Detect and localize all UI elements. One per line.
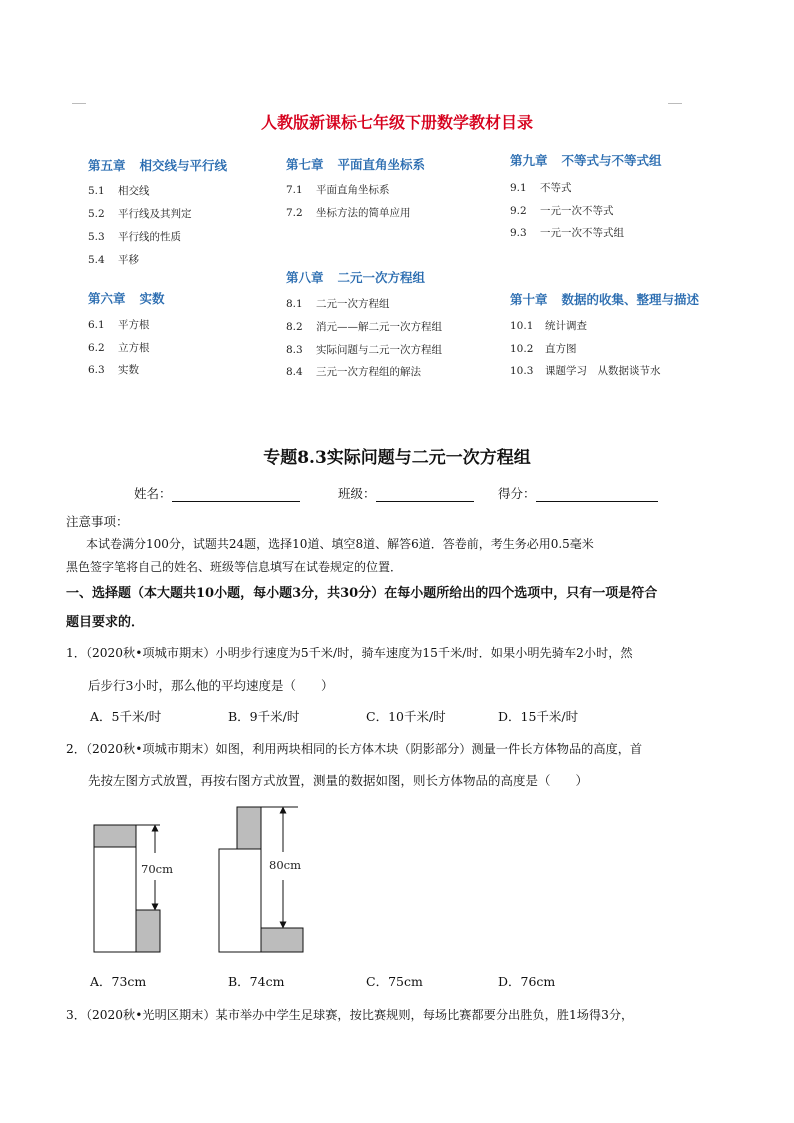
toc-section: 6.3 实数: [88, 364, 139, 376]
toc-section: 7.2 坐标方法的简单应用: [286, 207, 411, 219]
toc-section: 10.2 直方图: [510, 343, 577, 355]
question-3-line-1: 3．（2020秋•光明区期末）某市举办中学生足球赛，按比赛规则，每场比赛都要分出胜负，胜1场得3分，: [66, 1008, 634, 1022]
toc-section: 9.3 一元一次不等式组: [510, 227, 624, 239]
right-block-bottom: [261, 928, 303, 952]
question-1-option-c: C．10千米/时: [366, 709, 446, 724]
left-figure: [94, 825, 160, 952]
section-heading-line-1: 一、选择题（本大题共10小题，每小题3分，共30分）在每小题所给出的四个选项中，只有一项是符合: [66, 586, 658, 601]
question-2-option-d: D．76cm: [498, 974, 556, 989]
toc-section: 10.1 统计调查: [510, 320, 587, 332]
toc-section: 6.2 立方根: [88, 342, 150, 354]
toc-section: 8.1 二元一次方程组: [286, 298, 390, 310]
question-2-line-2: 先按左图方式放置，再按右图方式放置，测量的数据如图，则长方体物品的高度是（ ）: [88, 773, 589, 788]
chapter-heading-5: 第五章 相交线与平行线: [88, 158, 228, 173]
question-2-option-c: C．75cm: [366, 974, 423, 989]
toc-section: 6.1 平方根: [88, 319, 150, 331]
question-2-option-b: B．74cm: [228, 974, 285, 989]
class-field: 班级：: [338, 484, 474, 502]
right-block-top: [237, 807, 261, 849]
left-block-top: [94, 825, 136, 847]
right-dimension-label: 80cm: [269, 858, 301, 872]
toc-section: 7.1 平面直角坐标系: [286, 184, 390, 196]
right-figure: [219, 807, 303, 952]
chapter-heading-7: 第七章 平面直角坐标系: [286, 157, 426, 172]
corner-mark-left: [72, 103, 86, 104]
notice-label: 注意事项：: [66, 514, 129, 529]
question-2-option-a: A．73cm: [90, 974, 147, 989]
left-block-bottom: [136, 910, 160, 952]
question-1-option-d: D．15千米/时: [498, 709, 579, 724]
left-object: [94, 847, 136, 952]
toc-section: 5.2 平行线及其判定: [88, 208, 192, 220]
section-heading-line-2: 题目要求的．: [66, 615, 145, 630]
corner-mark-right: [668, 103, 682, 104]
question-1-option-a: A．5千米/时: [90, 709, 162, 724]
class-blank: [376, 489, 474, 502]
toc-section: 10.3 课题学习 从数据谈节水: [510, 365, 661, 377]
toc-section: 9.2 一元一次不等式: [510, 205, 614, 217]
toc-section: 5.3 平行线的性质: [88, 231, 181, 243]
score-field: 得分：: [498, 484, 658, 502]
toc-section: 5.1 相交线: [88, 185, 150, 197]
toc-section: 5.4 平移: [88, 254, 139, 266]
question-2-line-1: 2．（2020秋•项城市期末）如图，利用两块相同的长方体木块（阴影部分）测量一件长方体物品的高度，首: [66, 742, 643, 756]
question-1-line-2: 后步行3小时，那么他的平均速度是（ ）: [88, 678, 334, 693]
question-1-option-b: B．9千米/时: [228, 709, 300, 724]
chapter-heading-8: 第八章 二元一次方程组: [286, 270, 426, 285]
notice-line-2: 黑色签字笔将自己的姓名、班级等信息填写在试卷规定的位置．: [66, 560, 403, 574]
toc-section: 8.3 实际问题与二元一次方程组: [286, 344, 442, 356]
question-1-line-1: 1．（2020秋•项城市期末）小明步行速度为5千米/时，骑车速度为15千米/时．如果小明先骑车2小时，然: [66, 646, 633, 660]
toc-title: 人教版新课标七年级下册数学教材目录: [260, 113, 533, 132]
chapter-heading-9: 第九章 不等式与不等式组: [510, 153, 662, 168]
name-blank: [172, 489, 300, 502]
right-object: [219, 849, 261, 952]
toc-section: 8.2 消元——解二元一次方程组: [286, 321, 442, 333]
toc-section: 9.1 不等式: [510, 182, 572, 194]
score-blank: [536, 489, 658, 502]
document-title: 专题8.3实际问题与二元一次方程组: [263, 448, 531, 468]
chapter-heading-10: 第十章 数据的收集、整理与描述: [510, 292, 700, 307]
toc-section: 8.4 三元一次方程组的解法: [286, 366, 421, 378]
notice-line-1: 本试卷满分100分，试题共24题，选择10道、填空8道、解答6道．答卷前，考生务必用0.5毫米: [86, 537, 594, 551]
chapter-heading-6: 第六章 实数: [88, 291, 165, 306]
left-dimension-label: 70cm: [141, 862, 173, 876]
name-field: 姓名：: [134, 484, 300, 502]
